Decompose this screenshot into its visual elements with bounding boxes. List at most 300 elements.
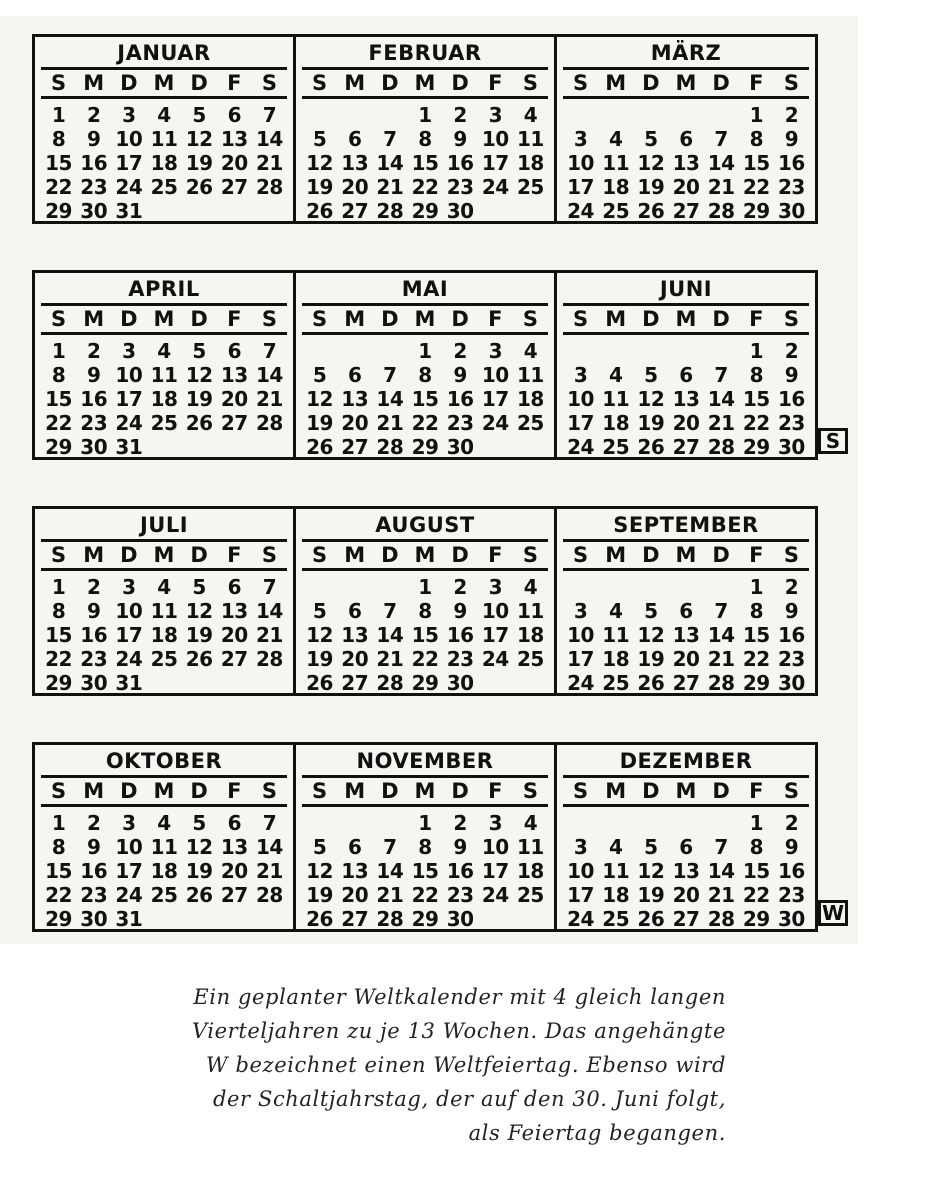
day-cell: 24 [115,411,143,435]
month-block [35,37,293,221]
day-cell: 12 [306,859,333,883]
month-block [554,745,815,929]
month-block [554,37,815,221]
day-cell [478,907,513,931]
day-cell: 5 [192,575,206,599]
day-cell: 7 [714,599,728,623]
day-cell: 15 [742,387,770,411]
day-cell: 6 [348,835,362,859]
day-cell: 22 [742,411,770,435]
day-cell: 22 [45,411,72,435]
weekday-label: S [51,543,67,567]
day-cell: 4 [609,127,623,151]
day-cell: 16 [777,859,805,883]
day-cell: 9 [784,363,799,387]
day-cell: 10 [115,835,143,859]
weekday-label: D [381,543,399,567]
day-cell: 22 [742,175,770,199]
weekday-label: S [522,71,538,95]
day-cell: 28 [376,907,404,931]
day-cell: 10 [567,623,594,647]
weekday-label: M [414,71,436,95]
day-cell: 8 [749,127,763,151]
week-row [563,199,809,223]
week-row [41,575,287,599]
day-cell: 16 [80,151,108,175]
day-cell: 25 [150,883,178,907]
day-cell: 14 [255,127,283,151]
day-cell: 3 [122,811,136,835]
caption-line: Vierteljahren zu je 13 Wochen. Das angehängte [191,1019,726,1043]
day-cell [252,199,287,223]
day-cell: 11 [150,835,178,859]
day-cell: 12 [185,363,213,387]
day-cell [478,199,513,223]
day-cell: 8 [749,835,763,859]
weekday-label: D [120,543,138,567]
day-cell [633,811,668,835]
day-cell: 9 [87,127,101,151]
day-cell: 3 [573,835,588,859]
week-row [302,151,548,175]
day-cell: 5 [644,599,658,623]
weekday-label: D [190,71,208,95]
weekday-label: M [414,307,436,331]
weekday-label: M [605,543,627,567]
world-holiday-box: W [818,900,848,926]
weekday-label: D [642,307,660,331]
day-cell: 18 [150,623,178,647]
day-cell [146,907,181,931]
day-cell: 19 [637,883,665,907]
week-row [41,127,287,151]
weekday-label: M [83,71,105,95]
day-cell: 20 [341,647,369,671]
day-cell: 4 [523,103,538,127]
day-cell: 23 [777,883,805,907]
day-cell: 28 [255,175,283,199]
day-cell: 8 [749,363,763,387]
weekday-header [41,67,287,99]
day-cell: 28 [707,435,735,459]
week-row [41,647,287,671]
day-cell: 11 [516,599,544,623]
day-cell: 16 [80,623,108,647]
day-cell: 8 [51,599,66,623]
day-cell: 26 [185,175,213,199]
day-cell: 25 [150,647,178,671]
day-cell [513,199,548,223]
day-cell [704,811,739,835]
weekday-label: M [344,307,366,331]
month-block [35,745,293,929]
day-cell: 27 [220,647,248,671]
day-cell: 24 [115,883,143,907]
day-cell: 10 [481,363,509,387]
day-cell: 24 [567,199,594,223]
weekday-label: F [227,71,242,95]
day-cell: 30 [80,199,108,223]
weekday-label: D [451,779,469,803]
day-cell: 15 [411,151,439,175]
day-cell: 9 [453,363,467,387]
day-cell: 25 [516,175,544,199]
day-cell: 28 [376,671,404,695]
weekday-label: M [344,779,366,803]
day-cell: 23 [80,411,108,435]
day-cell: 27 [672,671,700,695]
day-cell: 7 [714,835,728,859]
week-grid [302,339,548,459]
week-row [302,811,548,835]
month-block [35,273,293,457]
day-cell: 15 [411,859,439,883]
day-cell: 24 [481,647,509,671]
day-cell: 25 [516,647,544,671]
day-cell: 30 [777,199,805,223]
weekday-label: S [51,71,67,95]
week-row [41,175,287,199]
day-cell: 20 [220,387,248,411]
day-cell: 9 [784,599,799,623]
day-cell [668,575,703,599]
day-cell: 29 [411,435,439,459]
weekday-label: S [261,71,277,95]
day-cell: 30 [777,671,805,695]
day-cell: 11 [602,859,630,883]
day-cell: 1 [418,103,432,127]
month-block [554,509,815,693]
day-cell [633,103,668,127]
month-name: OKTOBER [105,749,223,773]
day-cell: 5 [312,835,327,859]
weekday-label: S [522,543,538,567]
day-cell: 7 [383,127,397,151]
day-cell: 30 [446,199,474,223]
day-cell: 2 [87,103,101,127]
week-row [563,623,809,647]
day-cell [704,575,739,599]
day-cell: 8 [51,363,66,387]
week-row [302,907,548,931]
weekday-label: S [312,779,328,803]
day-cell: 5 [192,811,206,835]
day-cell: 8 [418,599,432,623]
day-cell: 17 [567,175,594,199]
month-block [293,745,554,929]
week-row [302,835,548,859]
day-cell [478,435,513,459]
day-cell [252,435,287,459]
day-cell: 29 [45,671,72,695]
day-cell: 11 [516,127,544,151]
day-cell: 15 [45,623,72,647]
day-cell: 1 [51,811,66,835]
day-cell: 6 [348,127,362,151]
weekday-label: M [675,71,697,95]
month-name: JANUAR [117,41,211,65]
day-cell: 16 [80,859,108,883]
day-cell: 1 [749,811,763,835]
day-cell: 15 [742,623,770,647]
day-cell: 21 [707,411,735,435]
weekday-label: D [712,307,730,331]
day-cell: 30 [80,435,108,459]
day-cell: 22 [411,175,439,199]
week-row [302,623,548,647]
weekday-label: D [712,543,730,567]
day-cell [182,671,217,695]
day-cell: 5 [192,103,206,127]
weekday-label: M [675,779,697,803]
weekday-label: F [227,543,242,567]
day-cell: 8 [418,363,432,387]
week-row [563,883,809,907]
week-row [302,435,548,459]
day-cell: 20 [672,647,700,671]
day-cell [563,339,598,363]
day-cell: 21 [707,647,735,671]
day-cell: 20 [220,623,248,647]
day-cell: 27 [341,435,369,459]
month-name: AUGUST [375,513,475,537]
day-cell [563,103,598,127]
month-name: JUNI [659,277,713,301]
quarter-3 [32,506,818,696]
week-row [41,599,287,623]
weekday-label: D [451,307,469,331]
day-cell: 24 [567,671,594,695]
day-cell: 7 [714,363,728,387]
weekday-label: S [573,307,589,331]
day-cell: 22 [742,883,770,907]
day-cell: 8 [51,835,66,859]
day-cell: 4 [523,339,538,363]
weekday-label: F [749,71,764,95]
day-cell: 11 [602,623,630,647]
day-cell: 10 [567,859,594,883]
day-cell: 16 [80,387,108,411]
day-cell: 12 [306,387,333,411]
day-cell: 25 [602,907,630,931]
day-cell: 11 [602,387,630,411]
weekday-label: S [783,779,799,803]
day-cell: 23 [80,175,108,199]
day-cell: 10 [567,387,594,411]
week-row [41,835,287,859]
weekday-label: F [749,779,764,803]
day-cell: 15 [45,859,72,883]
day-cell [478,671,513,695]
day-cell: 21 [255,859,283,883]
day-cell: 29 [411,907,439,931]
day-cell: 2 [453,575,467,599]
weekday-label: D [120,779,138,803]
week-row [563,575,809,599]
day-cell: 12 [185,599,213,623]
day-cell: 13 [672,387,700,411]
week-row [302,883,548,907]
week-row [41,671,287,695]
day-cell [633,339,668,363]
weekday-header [41,303,287,335]
day-cell: 19 [637,411,665,435]
day-cell: 18 [602,175,630,199]
week-row [563,907,809,931]
day-cell: 3 [573,599,588,623]
day-cell: 22 [411,411,439,435]
weekday-header [302,775,548,807]
day-cell: 29 [742,435,770,459]
day-cell [146,199,181,223]
weekday-label: F [227,307,242,331]
day-cell: 14 [707,623,735,647]
day-cell: 24 [481,883,509,907]
day-cell: 12 [637,623,665,647]
week-row [563,339,809,363]
day-cell: 9 [784,835,799,859]
day-cell [302,339,337,363]
day-cell: 18 [602,647,630,671]
weekday-header [302,67,548,99]
day-cell: 2 [784,339,799,363]
day-cell: 19 [306,647,333,671]
day-cell: 17 [115,387,143,411]
day-cell [146,435,181,459]
day-cell: 18 [602,883,630,907]
weekday-label: S [51,307,67,331]
month-name: JULI [139,513,189,537]
day-cell: 14 [255,363,283,387]
weekday-label: S [312,71,328,95]
day-cell: 17 [567,411,594,435]
day-cell: 22 [45,175,72,199]
week-row [563,363,809,387]
week-row [302,599,548,623]
month-name: SEPTEMBER [613,513,759,537]
day-cell: 3 [573,363,588,387]
day-cell: 10 [115,127,143,151]
day-cell: 9 [453,599,467,623]
day-cell: 6 [227,575,241,599]
day-cell: 9 [87,835,101,859]
day-cell [633,575,668,599]
day-cell: 17 [481,623,509,647]
day-cell: 14 [255,599,283,623]
week-row [302,103,548,127]
day-cell: 14 [255,835,283,859]
day-cell: 1 [418,339,432,363]
day-cell: 22 [411,883,439,907]
day-cell: 1 [51,339,66,363]
day-cell: 29 [742,671,770,695]
day-cell [337,339,372,363]
day-cell: 12 [306,623,333,647]
caption-line: der Schaltjahrstag, der auf den 30. Juni folgt, [212,1087,726,1111]
day-cell: 3 [122,339,136,363]
day-cell: 14 [707,387,735,411]
weekday-label: S [312,543,328,567]
day-cell: 10 [115,599,143,623]
week-row [302,199,548,223]
week-row [302,363,548,387]
day-cell: 26 [637,671,665,695]
weekday-label: D [381,779,399,803]
weekday-label: M [344,543,366,567]
day-cell: 7 [714,127,728,151]
day-cell [668,811,703,835]
day-cell: 13 [341,623,369,647]
day-cell: 20 [672,883,700,907]
day-cell: 10 [115,363,143,387]
day-cell: 4 [609,835,623,859]
month-block [293,37,554,221]
day-cell: 2 [453,339,467,363]
day-cell: 24 [567,435,594,459]
day-cell: 31 [115,907,143,931]
day-cell: 18 [516,623,544,647]
weekday-label: M [414,779,436,803]
day-cell: 11 [150,363,178,387]
caption-line: W bezeichnet einen Weltfeiertag. Ebenso wird [206,1053,726,1077]
day-cell: 27 [341,907,369,931]
day-cell: 18 [602,411,630,435]
day-cell: 5 [312,363,327,387]
day-cell: 2 [453,103,467,127]
week-grid [302,811,548,931]
weekday-label: M [83,543,105,567]
day-cell [668,339,703,363]
day-cell: 21 [255,151,283,175]
day-cell: 12 [185,127,213,151]
day-cell: 9 [87,599,101,623]
day-cell: 20 [341,411,369,435]
week-row [563,151,809,175]
day-cell: 11 [150,599,178,623]
week-row [41,811,287,835]
day-cell [182,907,217,931]
day-cell: 28 [376,435,404,459]
day-cell: 27 [220,411,248,435]
week-row [563,835,809,859]
weekday-header [563,67,809,99]
day-cell: 29 [45,199,72,223]
weekday-label: D [642,71,660,95]
day-cell: 27 [220,883,248,907]
day-cell: 17 [115,623,143,647]
day-cell: 28 [707,199,735,223]
day-cell: 1 [418,575,432,599]
day-cell: 1 [51,575,66,599]
day-cell: 16 [777,387,805,411]
week-row [563,411,809,435]
caption-line: Ein geplanter Weltkalender mit 4 gleich langen [193,985,726,1009]
day-cell: 27 [672,907,700,931]
day-cell: 28 [255,411,283,435]
day-cell [372,811,407,835]
day-cell: 21 [707,883,735,907]
day-cell [598,339,633,363]
day-cell: 16 [446,387,474,411]
weekday-label: D [190,779,208,803]
day-cell: 18 [516,387,544,411]
week-grid [41,339,287,459]
day-cell: 1 [749,575,763,599]
day-cell: 23 [80,647,108,671]
weekday-label: M [605,779,627,803]
day-cell: 14 [376,151,404,175]
weekday-header [41,539,287,571]
